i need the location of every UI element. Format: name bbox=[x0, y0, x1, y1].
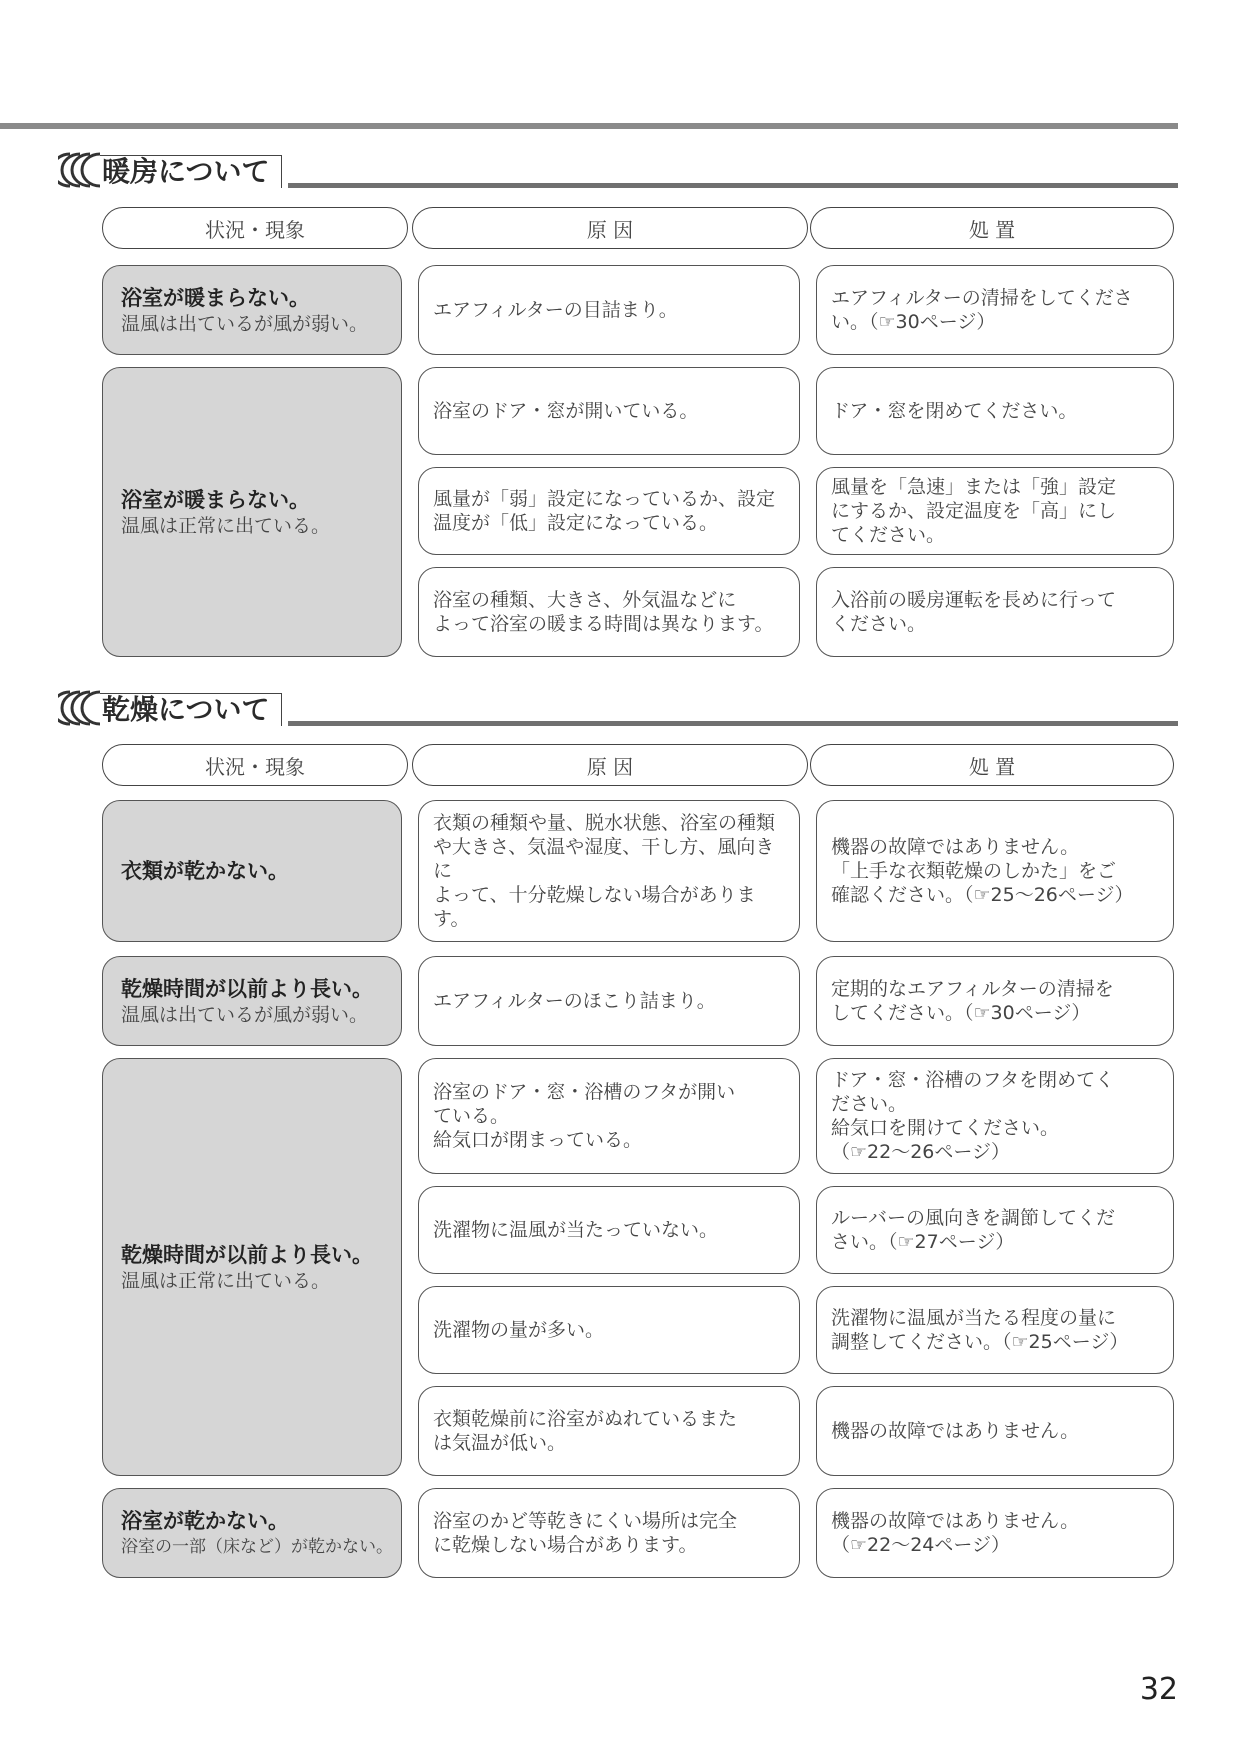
cause-cell: 衣類の種類や量、脱水状態、浴室の種類 や大きさ、気温や湿度、干し方、風向きに よって、十分乾燥しない場合があります。 bbox=[418, 800, 800, 942]
situation-cell bbox=[102, 265, 402, 355]
header-situation: 状況・現象 bbox=[102, 744, 408, 786]
cause-cell: エアフィルターのほこり詰まり。 bbox=[418, 956, 800, 1046]
fix-cell: ルーバーの風向きを調節してくだ さい。（☞27ページ） bbox=[816, 1186, 1174, 1274]
situation-cell bbox=[102, 1488, 402, 1578]
section-title-text: 暖房について bbox=[100, 155, 282, 188]
situation-sub: 温風は正常に出ている。 bbox=[121, 514, 331, 537]
fix-cell: ドア・窓・浴槽のフタを閉めてく ださい。 給気口を開けてください。 （☞22〜26ページ） bbox=[816, 1058, 1174, 1174]
header-fix: 処 置 bbox=[810, 207, 1174, 249]
header-situation: 状況・現象 bbox=[102, 207, 408, 249]
section-arcs-icon bbox=[58, 152, 100, 188]
fix-cell: 機器の故障ではありません。 bbox=[816, 1386, 1174, 1476]
section-heading-heating bbox=[58, 152, 1178, 188]
section-title bbox=[58, 152, 282, 188]
situation-main: 乾燥時間が以前より長い。 bbox=[121, 1242, 373, 1267]
situation-cell bbox=[102, 800, 402, 942]
top-bar bbox=[0, 123, 1178, 129]
header-cause: 原 因 bbox=[412, 744, 808, 786]
cause-cell: 浴室のドア・窓が開いている。 bbox=[418, 367, 800, 455]
section-arcs-icon bbox=[58, 690, 100, 726]
fix-cell: 風量を「急速」または「強」設定 にするか、設定温度を「高」にし てください。 bbox=[816, 467, 1174, 555]
situation-sub: 温風は出ているが風が弱い。 bbox=[121, 1003, 369, 1026]
fix-cell: ドア・窓を閉めてください。 bbox=[816, 367, 1174, 455]
page-number: 32 bbox=[1139, 1672, 1178, 1707]
situation-sub: 温風は正常に出ている。 bbox=[121, 1269, 331, 1292]
cause-cell: 浴室のドア・窓・浴槽のフタが開い ている。 給気口が閉まっている。 bbox=[418, 1058, 800, 1174]
situation-sub: 温風は出ているが風が弱い。 bbox=[121, 312, 369, 335]
header-fix: 処 置 bbox=[810, 744, 1174, 786]
situation-cell bbox=[102, 1058, 402, 1476]
cause-cell: 浴室のかど等乾きにくい場所は完全 に乾燥しない場合があります。 bbox=[418, 1488, 800, 1578]
situation-cell bbox=[102, 956, 402, 1046]
situation-main: 浴室が暖まらない。 bbox=[121, 487, 310, 512]
section-rule bbox=[288, 183, 1178, 188]
situation-main: 浴室が乾かない。 bbox=[121, 1508, 289, 1533]
situation-sub: 浴室の一部（床など）が乾かない。 bbox=[121, 1536, 393, 1557]
fix-cell: 機器の故障ではありません。 「上手な衣類乾燥のしかた」をご 確認ください。（☞25〜26ページ） bbox=[816, 800, 1174, 942]
fix-cell: 洗濯物に温風が当たる程度の量に 調整してください。（☞25ページ） bbox=[816, 1286, 1174, 1374]
fix-cell: エアフィルターの清掃をしてください。（☞30ページ） bbox=[816, 265, 1174, 355]
fix-cell: 入浴前の暖房運転を長めに行って ください。 bbox=[816, 567, 1174, 657]
section-title bbox=[58, 690, 282, 726]
cause-cell: 洗濯物の量が多い。 bbox=[418, 1286, 800, 1374]
section-heading-drying bbox=[58, 690, 1178, 726]
cause-cell: 風量が「弱」設定になっているか、設定 温度が「低」設定になっている。 bbox=[418, 467, 800, 555]
cause-cell: 衣類乾燥前に浴室がぬれているまた は気温が低い。 bbox=[418, 1386, 800, 1476]
header-cause: 原 因 bbox=[412, 207, 808, 249]
cause-cell: 洗濯物に温風が当たっていない。 bbox=[418, 1186, 800, 1274]
cause-cell: エアフィルターの目詰まり。 bbox=[418, 265, 800, 355]
fix-cell: 機器の故障ではありません。 （☞22〜24ページ） bbox=[816, 1488, 1174, 1578]
situation-cell bbox=[102, 367, 402, 657]
situation-main: 浴室が暖まらない。 bbox=[121, 285, 310, 310]
section-rule bbox=[288, 721, 1178, 726]
section-title-text: 乾燥について bbox=[100, 693, 282, 726]
situation-main: 乾燥時間が以前より長い。 bbox=[121, 976, 373, 1001]
cause-cell: 浴室の種類、大きさ、外気温などに よって浴室の暖まる時間は異なります。 bbox=[418, 567, 800, 657]
fix-cell: 定期的なエアフィルターの清掃を してください。（☞30ページ） bbox=[816, 956, 1174, 1046]
situation-main: 衣類が乾かない。 bbox=[121, 858, 289, 883]
